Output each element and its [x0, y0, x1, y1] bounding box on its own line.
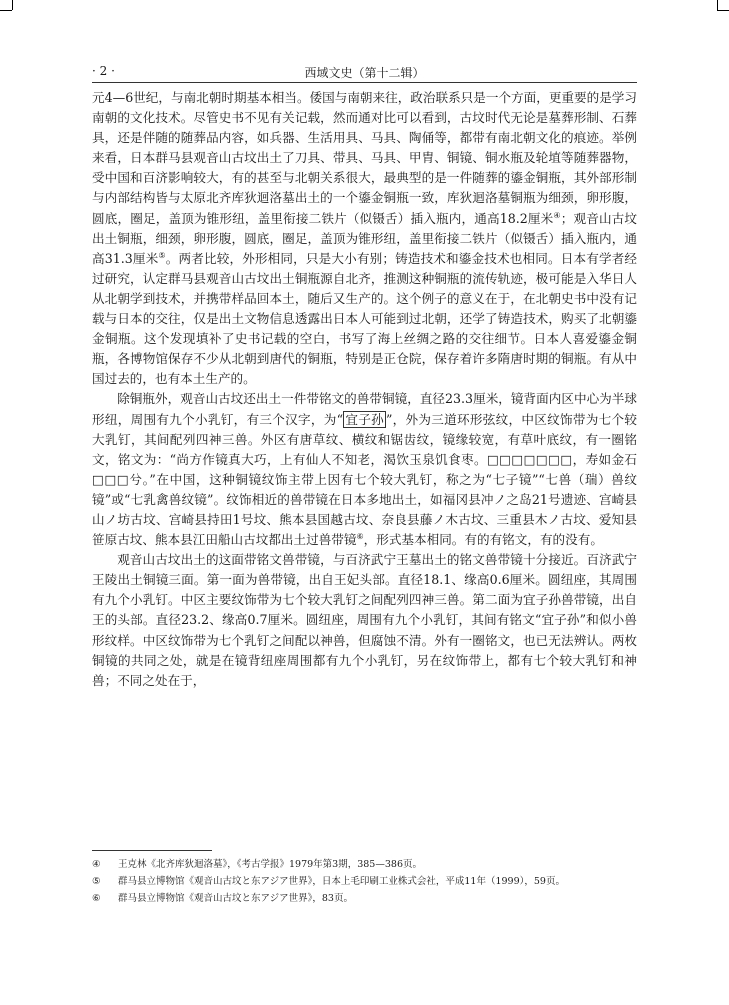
- header-rule: [92, 82, 637, 83]
- crop-mark-top-left-vertical: [12, 0, 13, 10]
- page-number: · 2 ·: [92, 64, 115, 78]
- footnote-mark: ④: [92, 859, 101, 870]
- footnote-text: 王克林《北齐库狄迴洛墓》，《考古学报》1979年第3期，385—386页。: [118, 859, 422, 870]
- crop-mark-top-right: [717, 10, 729, 11]
- paragraph-2-text-b: ”，外为三道环形弦纹，中区纹饰带为七个较大乳钉，其间配列四神三兽。外区有唐草纹、横纹和锯齿纹，镜缘较宽，有草叶底纹，有一圈铭文，铭文为：“尚方作镜真大巧，上有仙人不知老，渴饮玉泉饥食枣。□□□□□□□，寿如金石□□□兮。”在中国，这种铜镜纹饰主带上因有七个较大乳钉，称之为“七子镜”“七兽（瑞）兽纹镜”或“七乳禽兽纹镜”。纹饰相近的兽带镜在日本多地出土，如福冈县冲ノ之岛21号遗迹、宫崎县山ノ坊古坟、宫崎县持田1号坟、熊本县国越古坟、奈良县藤ノ木古坟、三重县木ノ古坟、爱知县笹原古坟、熊本县江田船山古坟都出土过兽带镜: [92, 411, 637, 548]
- paragraph-3: 观音山古坟出土的这面带铭文兽带镜，与百济武宁王墓出土的铭文兽带镜十分接近。百济武宁王陵出土铜镜三面。第一面为兽带镜，出自王妃头部。直径18.1、缘高0.6厘米。圆纽座，其周围有九个小乳钉。中区主要纹饰带为七个较大乳钉之间配列四神三兽。第二面为宜子孙兽带镜，出自王的头部。直径23.2、缘高0.7厘米。圆纽座，周围有九个小乳钉，其间有铭文“宜子孙”和似小兽形纹样。中区纹饰带为七个乳钉之间配以神兽，但腐蚀不清。外有一圈铭文，也已无法辨认。两枚铜镜的共同之处，就是在镜背纽座周围都有九个小乳钉，另在纹饰带上，都有七个较大乳钉和神兽；不同之处在于，: [92, 552, 637, 688]
- footnote-5: [92, 873, 637, 890]
- paragraph-1-text-c: 。两者比较，外形相同，只是大小有别；铸造技术和鎏金技术也相同。日本有学者经过研究，认定群马县观音山古坟出土铜瓶源自北齐，推测这种铜瓶的流传轨迹，极可能是入华日人从北朝学到技术，并携带样品回本土，随后又生产的。这个例子的意义在于，在北朝史书中没有记载与日本的交往，仅是出土文物信息透露出日本人可能到过北朝，还学了铸造技术，购买了北朝鎏金铜瓶。这个发现填补了史书记载的空白，书写了海上丝绸之路的交往细节。日本人喜爱鎏金铜瓶，各博物馆保存不少从北朝到唐代的铜瓶，特别是正仓院，保存着许多隋唐时期的铜瓶。有从中国过去的，也有本土生产的。: [92, 250, 638, 387]
- footnote-text: 群马县立博物馆《观音山古坟と东アジア世界》，83页。: [118, 893, 353, 904]
- footnote-ref-4: ④: [553, 210, 561, 220]
- running-header: [92, 62, 637, 82]
- crop-mark-top-right-vertical: [717, 0, 718, 10]
- footnote-ref-6: ⑥: [356, 531, 364, 541]
- paragraph-2: [92, 389, 637, 550]
- paragraph-2-text-c: ，形式基本相同。有的有铭文，有的没有。: [363, 532, 603, 548]
- running-title: 西域文史（第十二辑）: [304, 66, 425, 80]
- footnote-text: 群马县立博物馆《观音山古坟と东アジア世界》，日本上毛印刷工业株式会社，平成11年（1999），59页。: [118, 876, 565, 887]
- paragraph-2-text-a: 除铜瓶外，观音山古坟还出土一件带铭文的兽带铜镜，直径23.3厘米，镜背面内区中心为半球形纽，周围有九个小乳钉，有三个汉字，为“: [92, 391, 637, 427]
- footnote-mark: ⑥: [92, 893, 101, 904]
- footnote-mark: ⑤: [92, 876, 101, 887]
- body-text: [92, 88, 637, 691]
- footnote-rule: [92, 850, 212, 851]
- footnote-6: [92, 890, 637, 907]
- paragraph-1-text-a: 元4—6世纪，与南北朝时期基本相当。倭国与南朝来往，政治联系只是一个方面，更重要的是学习南朝的文化技术。尽管史书不见有关记载，然而通对比可以看到，古坟时代无论是墓葬形制、石葬具，还是伴随的随葬品内容，如兵器、生活用具、马具、陶俑等，都带有南北朝文化的痕迹。举例来看，日本群马县观音山古坟出土了刀具、带具、马具、甲胄、铜镜、铜水瓶及轮埴等随葬器物，受中国和百济影响较大，有的甚至与北朝关系很大，最典型的是一件随葬的鎏金铜瓶，其外部形制与内部结构皆与太原北齐库狄迴洛墓出土的一个鎏金铜瓶一致，库狄迴洛墓铜瓶为细颈，卵形腹，圆底，圈足，盖顶为锥形纽，盖里衔接二铁片（似镊舌）插入瓶内，通高18.2厘米: [92, 90, 637, 226]
- crop-mark-top-left: [0, 10, 12, 11]
- footnotes: [92, 856, 637, 907]
- boxed-inscription: 宜子孙: [345, 411, 384, 427]
- paragraph-1-text-b: ；观音山古坟出土铜瓶，细颈，卵形腹，圆底，圈足，盖顶为锥形纽，盖里衔接二铁片（似镊舌）插入瓶内，通高31.3厘米: [92, 210, 638, 266]
- footnote-ref-5: ⑤: [158, 250, 166, 260]
- footnote-4: [92, 856, 637, 873]
- paragraph-1: [92, 88, 637, 389]
